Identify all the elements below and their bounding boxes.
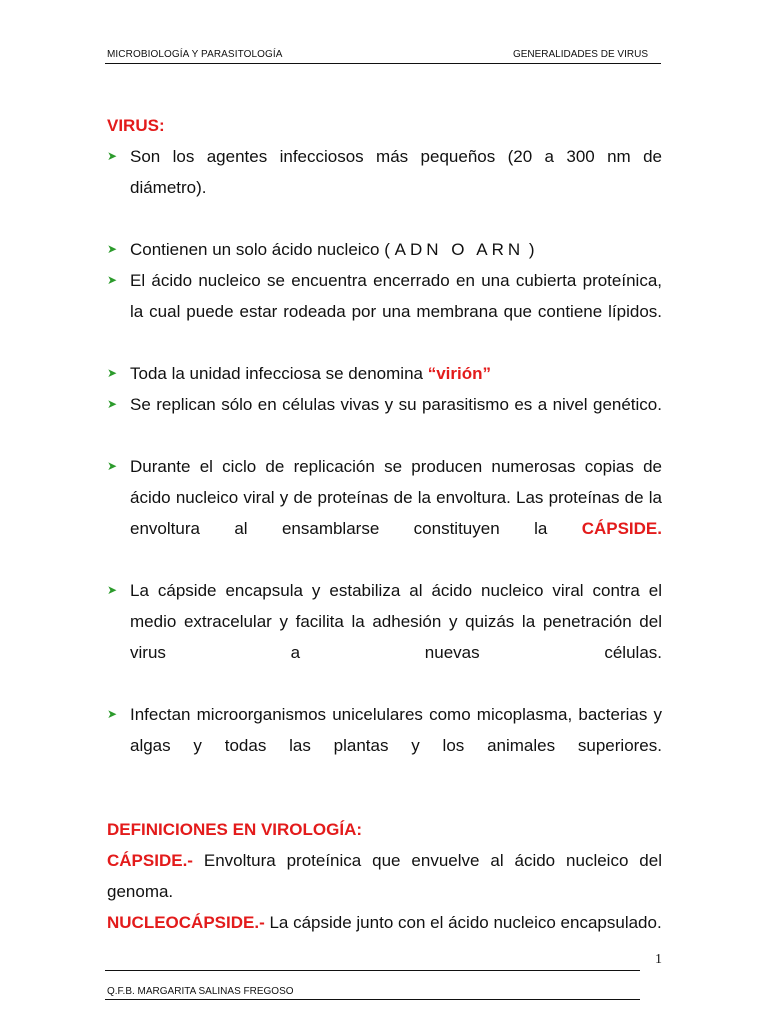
list-item: [107, 575, 662, 699]
page-number: 1: [655, 952, 662, 967]
list-item-text: Infectan microorganismos unicelulares como micoplasma, bacterias y algas y todas las plantas y los animales superiores.: [130, 705, 662, 755]
list-item-text: Se replican sólo en células vivas y su parasitismo es a nivel genético.: [130, 395, 662, 414]
list-item: [107, 234, 662, 265]
document-body: [107, 110, 662, 938]
capside-term: CÁPSIDE.: [581, 519, 662, 538]
list-item: [107, 358, 662, 389]
arrowhead-bullet-icon: ➤: [107, 149, 118, 163]
definition-text: Envoltura proteínica que envuelve al ácido nucleico del genoma.: [107, 851, 662, 901]
definition-term: NUCLEOCÁPSIDE.-: [107, 913, 265, 932]
list-item-text: ): [524, 240, 535, 259]
arrowhead-bullet-icon: ➤: [107, 707, 118, 721]
list-item-text: Toda la unidad infecciosa se denomina: [130, 364, 428, 383]
arrowhead-bullet-icon: ➤: [107, 242, 118, 256]
arrowhead-bullet-icon: ➤: [107, 273, 118, 287]
definition-capside: [107, 845, 662, 907]
section-title-virus: VIRUS:: [107, 116, 165, 135]
list-item: [107, 451, 662, 575]
list-item-text: Son los agentes infecciosos más pequeños (20 a 300 nm de diámetro).: [130, 147, 662, 197]
arrowhead-bullet-icon: ➤: [107, 459, 118, 473]
arrowhead-bullet-icon: ➤: [107, 397, 118, 411]
nucleic-acid-types: ADN O ARN: [394, 240, 525, 259]
footer-author: Q.F.B. MARGARITA SALINAS FREGOSO: [107, 986, 294, 997]
definition-text: La cápside junto con el ácido nucleico encapsulado.: [264, 913, 662, 932]
list-item: [107, 265, 662, 358]
header-rule: [105, 63, 661, 64]
footer-rule-bottom: [105, 999, 640, 1000]
list-item: [107, 699, 662, 792]
definition-nucleocapside: [107, 907, 662, 938]
section-title-definitions: DEFINICIONES EN VIROLOGÍA:: [107, 820, 363, 839]
list-item-text: El ácido nucleico se encuentra encerrado en una cubierta proteínica, la cual puede estar rodeada por una membrana que contiene lípidos.: [130, 271, 662, 321]
list-item-text: Contienen un solo ácido nucleico (: [130, 240, 395, 259]
page-header-right: GENERALIDADES DE VIRUS: [512, 49, 648, 60]
definition-term: CÁPSIDE.-: [107, 851, 193, 870]
list-item: [107, 389, 662, 451]
arrowhead-bullet-icon: ➤: [107, 583, 118, 597]
list-item-text: Durante el ciclo de replicación se producen numerosas copias de ácido nucleico viral y de proteínas de la envoltura. Las proteínas de la envoltura al ensamblarse constituyen la: [130, 457, 662, 538]
list-item-text: La cápside encapsula y estabiliza al ácido nucleico viral contra el medio extracelular y facilita la adhesión y quizás la penetración del virus a nuevas células.: [130, 581, 662, 662]
footer-rule-top: [105, 970, 640, 971]
page-header-left: MICROBIOLOGÍA Y PARASITOLOGÍA: [107, 49, 283, 60]
arrowhead-bullet-icon: ➤: [107, 366, 118, 380]
list-item: [107, 141, 662, 234]
virion-term: “virión”: [427, 364, 491, 383]
